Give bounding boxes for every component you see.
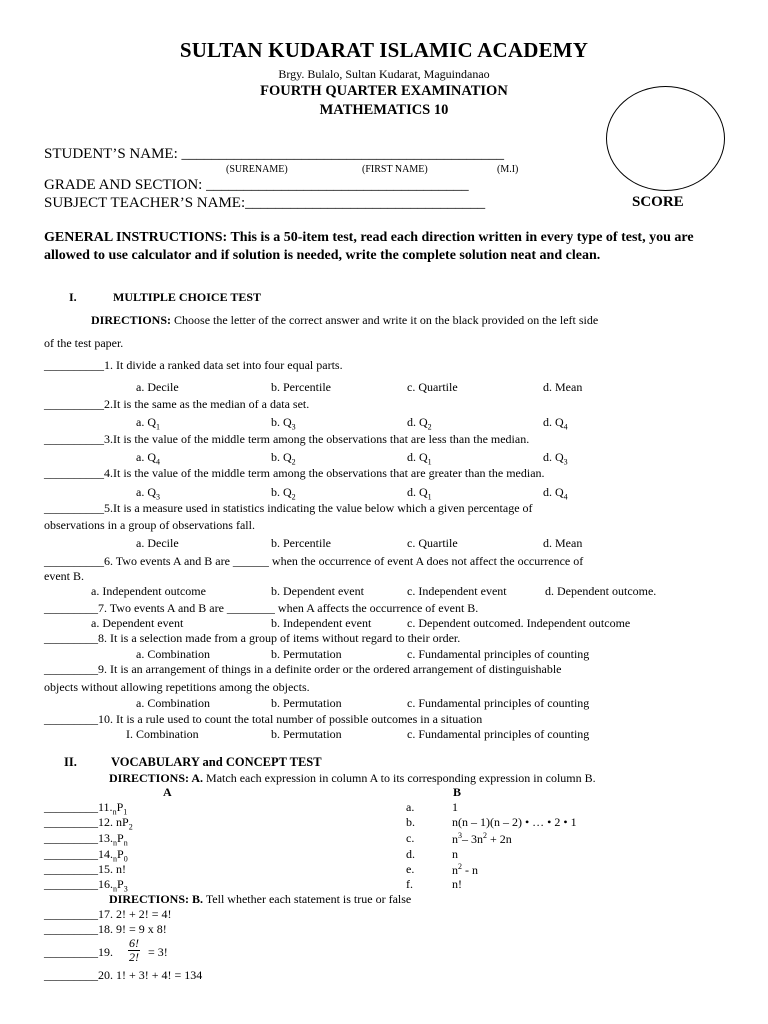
q7-choice-b: b. Independent event: [271, 616, 372, 630]
q2-choice-b: b. $Q_3$: [271, 415, 296, 432]
subject-title: MATHEMATICS 10: [319, 102, 449, 118]
q8-choice-c: c. Fundamental principles of counting: [407, 647, 590, 661]
q3-choice-c: d. $Q_1$: [407, 450, 432, 467]
column-b-header: B: [453, 785, 462, 799]
q9-choice-b: b. Permutation: [271, 696, 342, 710]
item-f-letter: f.: [406, 877, 413, 891]
part2-numeral: II.: [64, 755, 77, 769]
q8-choice-b: b. Permutation: [271, 647, 342, 661]
q7-choice-a: a. Dependent event: [91, 616, 184, 630]
q4-choice-c: d. $Q_1$: [407, 485, 432, 502]
school-address: Brgy. Bulalo, Sultan Kudarat, Maguindanao: [278, 67, 490, 81]
question-1: __________1. It divide a ranked data set into four equal parts.: [44, 358, 343, 372]
item-14: $\_\_\_\_\_\_\_\_\_14._nP_0$: [44, 847, 128, 864]
part1-title: MULTIPLE CHOICE TEST: [113, 290, 262, 304]
item-17: _________17. 2! + 2! = 4!: [44, 907, 172, 921]
q5-choice-c: c. Quartile: [407, 536, 458, 550]
q2-choice-c: d. $Q_2$: [407, 415, 432, 432]
q10-choice-a: I. Combination: [126, 727, 199, 741]
item-11: $\_\_\_\_\_\_\_\_\_11._nP_1$: [44, 800, 128, 817]
q4-choice-d: d. $Q_4$: [543, 485, 568, 502]
question-7: _________7. Two events A and B are ________ when A affects the occurrence of event B.: [44, 601, 479, 615]
question-6: __________6. Two events A and B are ______ when the occurrence of event A does not affect the occurrence of: [44, 554, 584, 568]
item-d-answer: n: [452, 847, 458, 861]
q2-choice-d: d. $Q_4$: [543, 415, 568, 432]
question-6-cont: event B.: [44, 569, 84, 583]
item-e-letter: e.: [406, 862, 415, 876]
item-16: $\_\_\_\_\_\_\_\_\_16._nP_3$: [44, 877, 128, 894]
item-d-letter: d.: [406, 847, 415, 861]
q10-choice-b: b. Permutation: [271, 727, 342, 741]
question-9: _________9. It is an arrangement of things in a definite order or the ordered arrangement of distinguishable: [44, 662, 562, 676]
part2-directions-b: DIRECTIONS: B. Tell whether each statement is true or false: [109, 892, 412, 906]
score-circle: [606, 86, 725, 191]
q9-choice-a: a. Combination: [136, 696, 210, 710]
item-19-fraction: $\frac{6!}{2!}$: [129, 936, 139, 964]
score-label: SCORE: [632, 194, 684, 210]
q3-choice-a: a. $Q_4$: [136, 450, 160, 467]
part1-directions-text: Choose the letter of the correct answer and write it on the black provided on the left side: [171, 313, 599, 327]
question-3: __________3.It is the value of the middle term among the observations that are less than the median.: [44, 432, 530, 446]
q6-choice-a: a. Independent outcome: [91, 584, 206, 598]
item-c-answer: $n^3-$ $3n^2 + 2n$: [452, 831, 512, 846]
item-e-answer: $n^2$ - n: [452, 862, 478, 877]
q5-choice-d: d. Mean: [543, 536, 583, 550]
question-10: _________10. It is a rule used to count the total number of possible outcomes in a situation: [44, 712, 483, 726]
q10-choice-c: c. Fundamental principles of counting: [407, 727, 590, 741]
question-5: __________5.It is a measure used in statistics indicating the value below which a given percentage of: [44, 501, 533, 515]
student-name-field: STUDENT’S NAME: ___________________________________________: [44, 146, 504, 162]
part1-numeral: I.: [69, 290, 77, 304]
part1-directions: [91, 313, 598, 328]
general-instructions: [44, 229, 734, 265]
item-12: _________12. $nP_2$: [44, 815, 133, 832]
q4-choice-b: b. $Q_2$: [271, 485, 296, 502]
q6-choice-b: b. Dependent event: [271, 584, 364, 598]
q1-choice-a: a. Decile: [136, 380, 179, 394]
q4-choice-a: a. $Q_3$: [136, 485, 160, 502]
q6-choice-c: c. Independent event: [407, 584, 507, 598]
question-9-cont: objects without allowing repetitions among the objects.: [44, 680, 310, 694]
general-instructions-text: This is a 50-item test, read each direction written in every type of test, you are allowed to use calculator and if solution is needed, write the complete solution neat and clean.: [44, 230, 694, 263]
part1-directions-cont: of the test paper.: [44, 336, 124, 350]
item-19-rest: = 3!: [148, 945, 168, 959]
q1-choice-c: c. Quartile: [407, 380, 458, 394]
grade-section-field: GRADE AND SECTION: ___________________________________: [44, 177, 469, 193]
teacher-field: SUBJECT TEACHER’S NAME:________________________________: [44, 195, 486, 211]
part2-directions-a: DIRECTIONS: A. Match each expression in column A to its corresponding expression in column B.: [109, 771, 596, 785]
general-instructions-label: GENERAL INSTRUCTIONS:: [44, 230, 228, 245]
column-a-header: A: [163, 785, 172, 799]
part1-directions-label: DIRECTIONS:: [91, 313, 172, 327]
mi-label: (M.I): [497, 164, 519, 175]
item-20: _________20. 1! + 3! + 4! = 134: [44, 968, 203, 982]
q5-choice-a: a. Decile: [136, 536, 179, 550]
q9-choice-c: c. Fundamental principles of counting: [407, 696, 590, 710]
question-4: __________4.It is the value of the middle term among the observations that are greater than the median.: [44, 466, 545, 480]
item-f-answer: n!: [452, 877, 462, 891]
item-b-letter: b.: [406, 815, 415, 829]
q6-choice-d: d. Dependent outcome.: [545, 584, 657, 598]
q8-choice-a: a. Combination: [136, 647, 210, 661]
part2-title: VOCABULARY and CONCEPT TEST: [111, 755, 322, 769]
question-5-cont: observations in a group of observations fall.: [44, 518, 255, 532]
q3-choice-b: b. $Q_2$: [271, 450, 296, 467]
question-8: _________8. It is a selection made from a group of items without regard to their order.: [44, 631, 461, 645]
school-name: SULTAN KUDARAT ISLAMIC ACADEMY: [179, 38, 589, 62]
q2-choice-a: a. $Q_1$: [136, 415, 160, 432]
item-13: $\_\_\_\_\_\_\_\_\_13._nP_n$: [44, 831, 128, 848]
item-b-answer: n(n – 1)(n – 2) • … • 2 • 1: [452, 815, 577, 829]
item-c-letter: c.: [406, 831, 415, 845]
item-15: _________15. n!: [44, 862, 126, 876]
first-name-label: (FIRST NAME): [362, 164, 428, 175]
exam-title: FOURTH QUARTER EXAMINATION: [260, 83, 508, 99]
q1-choice-b: b. Percentile: [271, 380, 331, 394]
question-2: __________2.It is the same as the median of a data set.: [44, 397, 310, 411]
q3-choice-d: d. $Q_3$: [543, 450, 568, 467]
q5-choice-b: b. Percentile: [271, 536, 331, 550]
item-18: _________18. 9! = 9 x 8!: [44, 922, 167, 936]
item-a-answer: 1: [452, 800, 458, 814]
item-19-blank: _________19.: [44, 945, 113, 959]
q7-choice-c: c. Dependent outcomed. Independent outcome: [407, 616, 631, 630]
surname-label: (SURENAME): [226, 164, 288, 175]
item-a-letter: a.: [406, 800, 415, 814]
q1-choice-d: d. Mean: [543, 380, 583, 394]
